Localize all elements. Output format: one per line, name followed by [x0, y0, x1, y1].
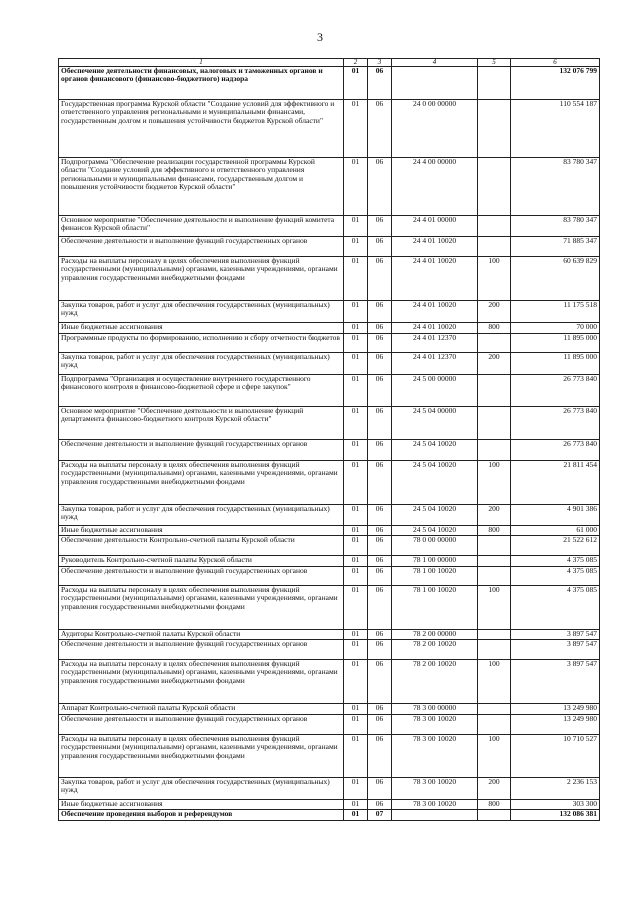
subsection-code: 06	[368, 158, 392, 216]
amount: 11 895 000	[511, 353, 600, 375]
amount: 2 236 153	[511, 778, 600, 800]
item-name: Закупка товаров, работ и услуг для обеспечения государственных (муниципальных) нужд	[59, 778, 344, 800]
amount: 21 811 454	[511, 461, 600, 505]
expense-type-code: 200	[478, 505, 511, 526]
item-name: Расходы на выплаты персоналу в целях обеспечения выполнения функций государственными (муниципальными) органами, казенными учреждениями, органами управления государственными внебюджетными фондами	[59, 461, 344, 505]
header-cell-5: 5	[478, 59, 511, 67]
target-article-code: 24 5 04 10020	[392, 526, 478, 536]
expense-type-code: 100	[478, 660, 511, 704]
item-name: Расходы на выплаты персоналу в целях обеспечения выполнения функций государственными (муниципальными) органами, казенными учреждениями, органами управления государственными внебюджетными фондами	[59, 735, 344, 778]
target-article-code: 78 3 00 10020	[392, 735, 478, 778]
item-name: Иные бюджетные ассигнования	[59, 800, 344, 810]
item-name: Расходы на выплаты персоналу в целях обеспечения выполнения функций государственными (муниципальными) органами, казенными учреждениями, органами управления государственными внебюджетными фондами	[59, 586, 344, 630]
table-row	[59, 800, 600, 810]
expense-type-code	[478, 158, 511, 216]
expense-type-code	[478, 640, 511, 660]
section-code: 01	[344, 586, 368, 630]
target-article-code: 78 1 00 00000	[392, 556, 478, 567]
target-article-code: 24 5 04 00000	[392, 407, 478, 440]
subsection-code: 06	[368, 67, 392, 100]
amount: 132 086 381	[511, 810, 600, 821]
item-name: Обеспечение деятельности и выполнение функций государственных органов	[59, 440, 344, 461]
expense-type-code: 800	[478, 323, 511, 334]
subsection-code: 06	[368, 630, 392, 640]
table-row	[59, 353, 600, 375]
amount: 83 780 347	[511, 158, 600, 216]
subsection-code: 06	[368, 461, 392, 505]
subsection-code: 06	[368, 353, 392, 375]
table-row	[59, 237, 600, 257]
amount: 21 522 612	[511, 536, 600, 556]
subsection-code: 06	[368, 301, 392, 323]
table-row	[59, 216, 600, 237]
subsection-code: 06	[368, 100, 392, 158]
expense-type-code	[478, 704, 511, 715]
page-number: 3	[317, 30, 323, 44]
subsection-code: 06	[368, 567, 392, 586]
header-cell-6: 6	[511, 59, 600, 67]
item-name: Обеспечение деятельности и выполнение функций государственных органов	[59, 237, 344, 257]
expense-type-code	[478, 334, 511, 353]
expense-type-code: 200	[478, 301, 511, 323]
subsection-code: 07	[368, 810, 392, 821]
expense-type-code	[478, 440, 511, 461]
target-article-code: 24 4 01 00000	[392, 216, 478, 237]
target-article-code: 78 3 00 10020	[392, 715, 478, 735]
section-code: 01	[344, 440, 368, 461]
item-name: Закупка товаров, работ и услуг для обеспечения государственных (муниципальных) нужд	[59, 505, 344, 526]
table-row	[59, 536, 600, 556]
budget-table	[58, 58, 600, 821]
target-article-code: 24 0 00 00000	[392, 100, 478, 158]
item-name: Государственная программа Курской области "Создание условий для эффективного и ответственного управления региональными и муниципальными финансами, государственным долгом и повышения устойчивости бюджетов Курской области"	[59, 100, 344, 158]
table-row	[59, 505, 600, 526]
item-name: Закупка товаров, работ и услуг для обеспечения государственных (муниципальных) нужд	[59, 301, 344, 323]
section-code: 01	[344, 323, 368, 334]
expense-type-code: 100	[478, 735, 511, 778]
amount: 4 901 386	[511, 505, 600, 526]
item-name: Руководитель Контрольно-счетной палаты Курской области	[59, 556, 344, 567]
item-name: Иные бюджетные ассигнования	[59, 323, 344, 334]
expense-type-code	[478, 567, 511, 586]
subsection-code: 06	[368, 778, 392, 800]
item-name: Подпрограмма "Организация и осуществление внутреннего государственного финансового контроля в финансово-бюджетной сфере и сфере закупок"	[59, 375, 344, 407]
table-row	[59, 660, 600, 704]
amount: 26 773 840	[511, 407, 600, 440]
header-cell-4: 4	[392, 59, 478, 67]
target-article-code: 78 1 00 10020	[392, 567, 478, 586]
amount: 13 249 980	[511, 704, 600, 715]
amount: 70 000	[511, 323, 600, 334]
section-code: 01	[344, 216, 368, 237]
section-code: 01	[344, 237, 368, 257]
subsection-code: 06	[368, 640, 392, 660]
subsection-code: 06	[368, 334, 392, 353]
table-row	[59, 334, 600, 353]
expense-type-code	[478, 375, 511, 407]
amount: 3 897 547	[511, 640, 600, 660]
table-row	[59, 704, 600, 715]
section-code: 01	[344, 158, 368, 216]
target-article-code: 24 4 01 10020	[392, 301, 478, 323]
subsection-code: 06	[368, 216, 392, 237]
section-code: 01	[344, 556, 368, 567]
section-code: 01	[344, 567, 368, 586]
section-code: 01	[344, 735, 368, 778]
expense-type-code	[478, 810, 511, 821]
target-article-code: 78 0 00 00000	[392, 536, 478, 556]
target-article-code: 78 2 00 10020	[392, 640, 478, 660]
table-row	[59, 735, 600, 778]
section-code: 01	[344, 353, 368, 375]
expense-type-code: 800	[478, 800, 511, 810]
subsection-code: 06	[368, 556, 392, 567]
subsection-code: 06	[368, 800, 392, 810]
section-code: 01	[344, 526, 368, 536]
amount: 4 375 085	[511, 556, 600, 567]
amount: 3 897 547	[511, 660, 600, 704]
section-code: 01	[344, 810, 368, 821]
subsection-code: 06	[368, 735, 392, 778]
table-row	[59, 323, 600, 334]
subsection-code: 06	[368, 440, 392, 461]
item-name: Закупка товаров, работ и услуг для обеспечения государственных (муниципальных) нужд	[59, 353, 344, 375]
target-article-code: 24 4 01 10020	[392, 323, 478, 334]
subsection-code: 06	[368, 375, 392, 407]
table-row	[59, 567, 600, 586]
section-code: 01	[344, 334, 368, 353]
expense-type-code: 100	[478, 586, 511, 630]
target-article-code: 24 5 00 00000	[392, 375, 478, 407]
section-code: 01	[344, 704, 368, 715]
subsection-code: 06	[368, 505, 392, 526]
amount: 26 773 840	[511, 375, 600, 407]
item-name: Обеспечение деятельности Контрольно-счетной палаты Курской области	[59, 536, 344, 556]
amount: 13 249 980	[511, 715, 600, 735]
target-article-code: 24 5 04 10020	[392, 461, 478, 505]
target-article-code: 24 4 01 10020	[392, 257, 478, 301]
expense-type-code: 200	[478, 778, 511, 800]
target-article-code: 24 5 04 10020	[392, 440, 478, 461]
subsection-code: 06	[368, 536, 392, 556]
table-row	[59, 407, 600, 440]
item-name: Аппарат Контрольно-счетной палаты Курской области	[59, 704, 344, 715]
section-code: 01	[344, 660, 368, 704]
target-article-code: 78 3 00 10020	[392, 800, 478, 810]
section-code: 01	[344, 461, 368, 505]
expense-type-code	[478, 715, 511, 735]
amount: 3 897 547	[511, 630, 600, 640]
expense-type-code	[478, 407, 511, 440]
target-article-code: 78 2 00 00000	[392, 630, 478, 640]
expense-type-code: 100	[478, 257, 511, 301]
section-code: 01	[344, 301, 368, 323]
target-article-code: 78 1 00 10020	[392, 586, 478, 630]
item-name: Подпрограмма "Обеспечение реализации государственной программы Курской области "Создание условий для эффективного и ответственного управления региональными и муниципальными финансами, государственным долгом и повышения устойчивости бюджетов Курской области"	[59, 158, 344, 216]
amount: 4 375 085	[511, 586, 600, 630]
subsection-code: 06	[368, 715, 392, 735]
amount: 10 710 527	[511, 735, 600, 778]
amount: 4 375 085	[511, 567, 600, 586]
section-code: 01	[344, 778, 368, 800]
target-article-code: 24 4 01 10020	[392, 237, 478, 257]
header-cell-3: 3	[368, 59, 392, 67]
table-row	[59, 810, 600, 821]
subsection-code: 06	[368, 586, 392, 630]
target-article-code: 24 4 01 12370	[392, 353, 478, 375]
table-row	[59, 375, 600, 407]
target-article-code	[392, 67, 478, 100]
item-name: Обеспечение деятельности и выполнение функций государственных органов	[59, 567, 344, 586]
section-code: 01	[344, 640, 368, 660]
table-row	[59, 301, 600, 323]
section-code: 01	[344, 257, 368, 301]
target-article-code: 78 3 00 00000	[392, 704, 478, 715]
header-cell-2: 2	[344, 59, 368, 67]
expense-type-code	[478, 536, 511, 556]
subsection-code: 06	[368, 257, 392, 301]
amount: 11 175 518	[511, 301, 600, 323]
target-article-code: 24 5 04 10020	[392, 505, 478, 526]
expense-type-code: 100	[478, 461, 511, 505]
section-code: 01	[344, 67, 368, 100]
target-article-code	[392, 810, 478, 821]
table-row	[59, 158, 600, 216]
subsection-code: 06	[368, 526, 392, 536]
expense-type-code: 200	[478, 353, 511, 375]
expense-type-code	[478, 237, 511, 257]
target-article-code: 24 4 01 12370	[392, 334, 478, 353]
amount: 110 554 187	[511, 100, 600, 158]
table-row	[59, 257, 600, 301]
item-name: Иные бюджетные ассигнования	[59, 526, 344, 536]
subsection-code: 06	[368, 407, 392, 440]
target-article-code: 78 2 00 10020	[392, 660, 478, 704]
expense-type-code	[478, 216, 511, 237]
table-row	[59, 67, 600, 100]
item-name: Обеспечение деятельности финансовых, налоговых и таможенных органов и органов финансового (финансово-бюджетного) надзора	[59, 67, 344, 100]
header-cell-1: 1	[59, 59, 344, 67]
target-article-code: 24 4 00 00000	[392, 158, 478, 216]
item-name: Расходы на выплаты персоналу в целях обеспечения выполнения функций государственными (муниципальными) органами, казенными учреждениями, органами управления государственными внебюджетными фондами	[59, 257, 344, 301]
section-code: 01	[344, 800, 368, 810]
table-row	[59, 440, 600, 461]
expense-type-code: 800	[478, 526, 511, 536]
expense-type-code	[478, 100, 511, 158]
section-code: 01	[344, 536, 368, 556]
item-name: Основное мероприятие "Обеспечение деятельности и выполнение функций департамента финансово-бюджетного контроля Курской области"	[59, 407, 344, 440]
subsection-code: 06	[368, 323, 392, 334]
header-row	[59, 59, 600, 67]
table-row	[59, 630, 600, 640]
amount: 26 773 840	[511, 440, 600, 461]
item-name: Аудиторы Контрольно-счетной палаты Курской области	[59, 630, 344, 640]
section-code: 01	[344, 505, 368, 526]
item-name: Обеспечение проведения выборов и референдумов	[59, 810, 344, 821]
item-name: Обеспечение деятельности и выполнение функций государственных органов	[59, 715, 344, 735]
expense-type-code	[478, 556, 511, 567]
subsection-code: 06	[368, 660, 392, 704]
table-row	[59, 586, 600, 630]
amount: 303 300	[511, 800, 600, 810]
amount: 61 000	[511, 526, 600, 536]
expense-type-code	[478, 630, 511, 640]
item-name: Программные продукты по формированию, исполнению и сбору отчетности бюджетов	[59, 334, 344, 353]
table-row	[59, 461, 600, 505]
table-row	[59, 778, 600, 800]
section-code: 01	[344, 630, 368, 640]
section-code: 01	[344, 100, 368, 158]
item-name: Основное мероприятие "Обеспечение деятельности и выполнение функций комитета финансов Курской области"	[59, 216, 344, 237]
amount: 132 076 799	[511, 67, 600, 100]
table-row	[59, 556, 600, 567]
amount: 71 885 347	[511, 237, 600, 257]
amount: 83 780 347	[511, 216, 600, 237]
table-row	[59, 100, 600, 158]
target-article-code: 78 3 00 10020	[392, 778, 478, 800]
table-row	[59, 526, 600, 536]
section-code: 01	[344, 407, 368, 440]
table-row	[59, 640, 600, 660]
subsection-code: 06	[368, 704, 392, 715]
table-row	[59, 715, 600, 735]
section-code: 01	[344, 715, 368, 735]
section-code: 01	[344, 375, 368, 407]
subsection-code: 06	[368, 237, 392, 257]
expense-type-code	[478, 67, 511, 100]
amount: 11 895 000	[511, 334, 600, 353]
amount: 60 639 829	[511, 257, 600, 301]
item-name: Расходы на выплаты персоналу в целях обеспечения выполнения функций государственными (муниципальными) органами, казенными учреждениями, органами управления государственными внебюджетными фондами	[59, 660, 344, 704]
item-name: Обеспечение деятельности и выполнение функций государственных органов	[59, 640, 344, 660]
